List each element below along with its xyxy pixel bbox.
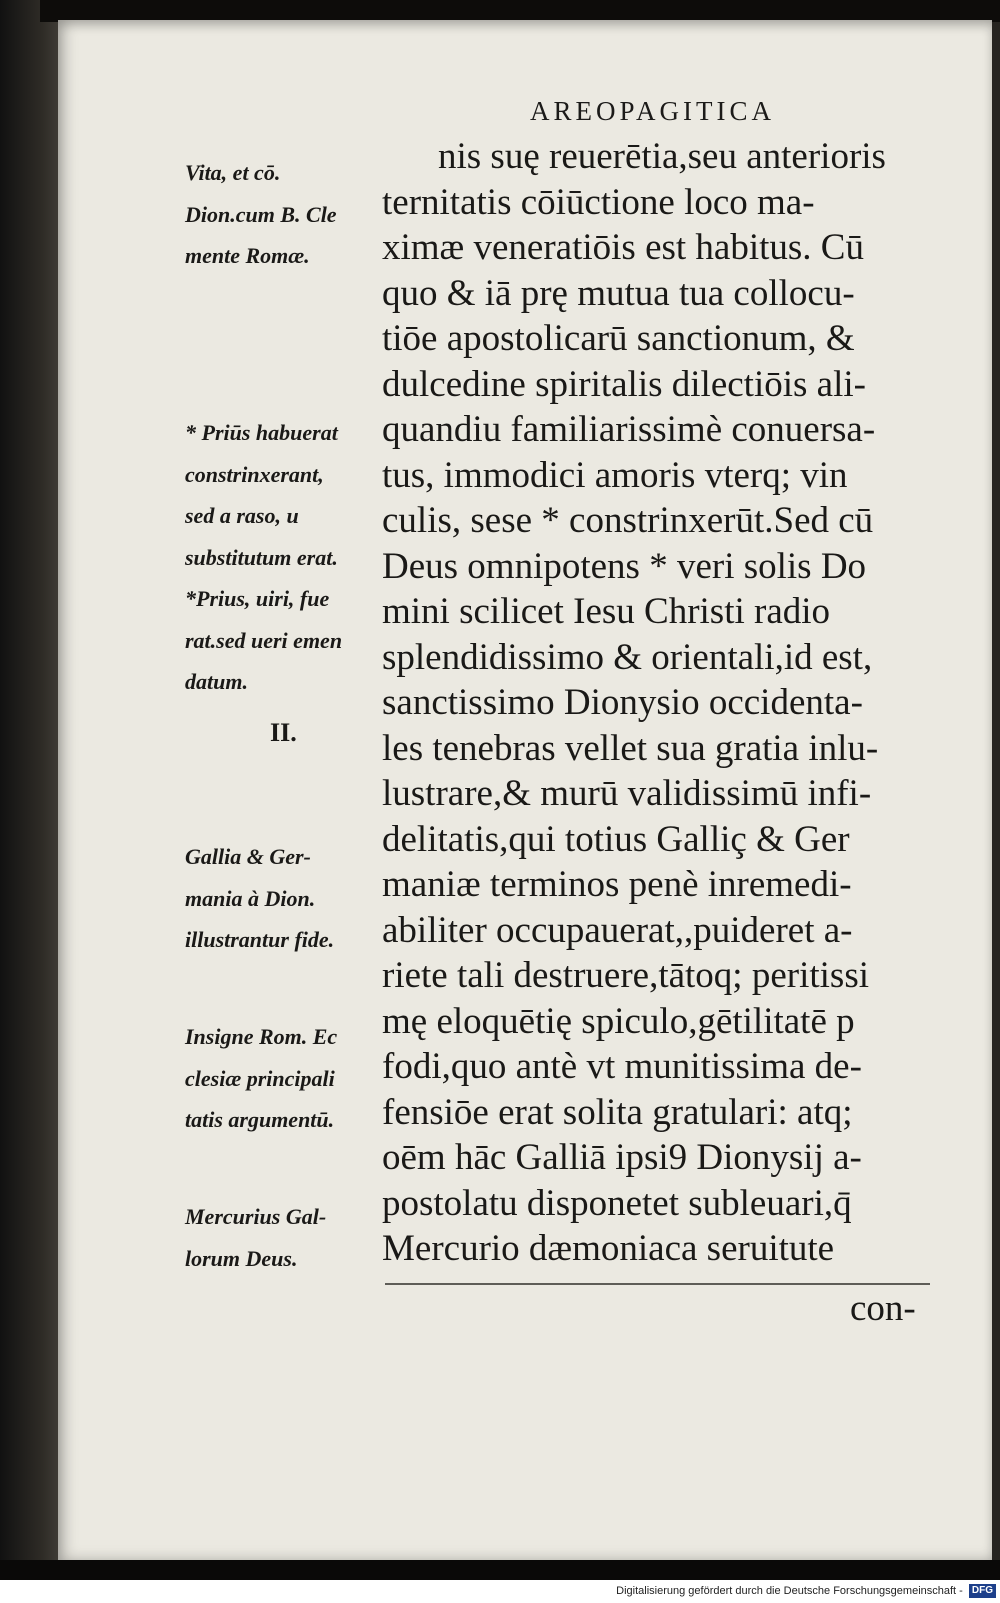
margin-note-line: mente Romæ. xyxy=(185,243,310,268)
margin-note-2 xyxy=(185,412,395,703)
margin-note-line: illustrantur fide. xyxy=(185,927,335,952)
text-line: ximæ veneratiōis est habitus. Cū xyxy=(382,227,864,268)
margin-note-line: constrinxerant, xyxy=(185,461,324,487)
margin-note-line: substitutum erat. xyxy=(185,544,338,570)
margin-note-line: Dion.cum B. Cle xyxy=(185,201,337,227)
margin-note-line: lorum Deus. xyxy=(185,1245,298,1271)
text-line: maniæ terminos penè inremedi- xyxy=(382,864,852,905)
text-line: mini scilicet Iesu Christi radio xyxy=(382,591,831,632)
digitization-footer xyxy=(0,1580,1000,1603)
text-line: lustrare,& murū validissimū infi- xyxy=(382,773,872,814)
margin-note-1 xyxy=(185,152,395,277)
underline-mark xyxy=(385,1283,930,1285)
margin-note-line: Insigne Rom. Ec xyxy=(185,1024,338,1049)
text-line: dulcedine spiritalis dilectiōis ali- xyxy=(382,363,866,405)
text-line: nis suę reuerētia,seu anterioris xyxy=(438,136,886,177)
text-line: sanctissimo Dionysio occidenta- xyxy=(382,682,863,723)
margin-note-line: mania à Dion. xyxy=(185,885,316,911)
text-line: tiōe apostolicarū sanctionum, & xyxy=(382,318,855,359)
text-line: ternitatis cōiūctione loco ma- xyxy=(382,181,815,223)
text-line: tus, immodici amoris vterq; vin xyxy=(382,454,848,496)
margin-note-3 xyxy=(185,836,395,961)
text-line: postolatu disponetet subleuari,q̄ xyxy=(382,1182,852,1224)
text-line: splendidissimo & orientali,id est, xyxy=(382,636,873,678)
text-line: abiliter occupauerat,,puideret a- xyxy=(382,909,853,951)
margin-note-line: * Priūs habuerat xyxy=(185,420,338,445)
margin-note-line: sed a raso, u xyxy=(185,503,299,528)
text-line: Mercurio dæmoniaca seruitute xyxy=(382,1228,835,1269)
running-header: AREOPAGITICA xyxy=(530,96,776,126)
book-bottom-edge xyxy=(0,1560,1000,1580)
text-line: riete tali destruere,tātoq; peritissi xyxy=(382,955,869,996)
text-line: delitatis,qui totius Galliç & Ger xyxy=(382,818,850,860)
margin-note-line: tatis argumentū. xyxy=(185,1107,335,1132)
text-line: quo & iā prę mutua tua collocu- xyxy=(382,272,855,314)
margin-note-line: *Prius, uiri, fue xyxy=(185,586,330,611)
catchword: con- xyxy=(850,1288,916,1329)
main-text-block xyxy=(382,134,962,1272)
text-line: quandiu familiarissimè conuersa- xyxy=(382,409,876,450)
text-line: les tenebras vellet sua gratia inlu- xyxy=(382,727,879,769)
text-line: oēm hāc Galliā ipsi9 Dionysij a- xyxy=(382,1137,862,1178)
text-line: Deus omnipotens * veri solis Do xyxy=(382,545,867,587)
margin-note-5 xyxy=(185,1196,395,1279)
margin-note-line: Mercurius Gal- xyxy=(185,1204,327,1229)
section-number: II. xyxy=(270,718,297,747)
margin-note-line: Vita, et cō. xyxy=(185,160,281,185)
book-top-edge xyxy=(40,0,1000,22)
margin-note-line: datum. xyxy=(185,669,248,694)
margin-note-4 xyxy=(185,1016,395,1141)
text-line: fodi,quo antè vt munitissima de- xyxy=(382,1046,862,1087)
text-line: mę eloquētię spiculo,gētilitatē p xyxy=(382,1000,855,1042)
margin-note-line: rat.sed ueri emen xyxy=(185,627,343,653)
margin-note-line: Gallia & Ger- xyxy=(185,844,311,869)
footer-text: Digitalisierung gefördert durch die Deutsche Forschungsgemeinschaft - xyxy=(616,1585,963,1597)
dfg-logo: DFG xyxy=(969,1584,996,1598)
text-line: fensiōe erat solita gratulari: atq; xyxy=(382,1091,853,1133)
margin-note-line: clesiæ principali xyxy=(185,1065,335,1091)
text-line: culis, sese * constrinxerūt.Sed cū xyxy=(382,500,874,541)
